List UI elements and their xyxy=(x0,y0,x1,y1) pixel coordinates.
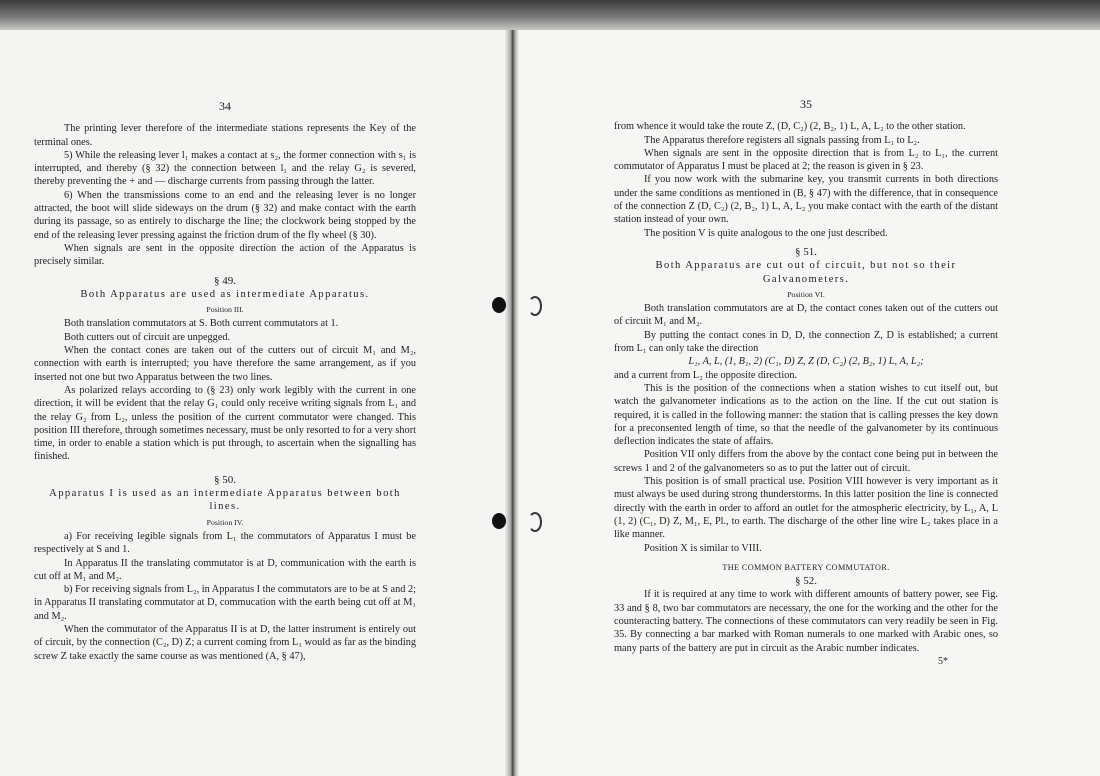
binding-clip-lower xyxy=(528,512,542,532)
section-50-heading: Apparatus I is used as an intermediate Apparatus between both lines. xyxy=(49,488,401,513)
binding-hole-lower xyxy=(492,513,506,529)
paragraph: a) For receiving legible signals from L₁ the commutators of Apparatus I must be respectively at S and 1. xyxy=(34,530,416,556)
binding-clip-upper xyxy=(528,296,542,316)
binding-hole-upper xyxy=(492,297,506,313)
paragraph: In Apparatus II the translating commutator is at D, communication with the earth is cut off at M₁ and M₂. xyxy=(34,557,416,582)
signature-mark: 5* xyxy=(938,655,948,667)
paragraph: b) For receiving signals from L₂, in Apparatus I the commutators are to be at S and 2; in Apparatus II translating commutator at D, commucation with the earth being cut off at M₁ and M₂. xyxy=(34,584,416,622)
paragraph: Both translation commutators at S. Both current commutators at 1. xyxy=(64,318,339,330)
page-number-right: 35 xyxy=(800,97,812,111)
section-52-caption: THE COMMON BATTERY COMMUTATOR. xyxy=(722,562,890,572)
paragraph: By putting the contact cones in D, D, the connection Z, D is established; a current from L₁ can only take the direction xyxy=(614,329,998,355)
left-page-text xyxy=(34,100,416,663)
page-number-left: 34 xyxy=(219,99,231,113)
left-page xyxy=(0,30,512,776)
paragraph: The printing lever therefore of the intermediate stations represents the Key of the terminal ones. xyxy=(34,123,416,148)
paragraph: Both cutters out of circuit are unpegged. xyxy=(64,331,231,343)
paragraph: When the commutator of the Apparatus II is at D, the latter instrument is entirely out of circuit, by the connection (C₂, D) Z; a current coming from L₁ would as far as the binding screw Z take exactly the same course as was mentioned (A, § 47), xyxy=(34,623,416,662)
paragraph: If it is required at any time to work with different amounts of battery power, see Fig. 33 and § 8, two bar commutators are necessary, the one for the working and the other for the counteracting battery. The connections of these commutators can very readily be seen in Fig. 35. By connecting a bar marked with Roman numerals to one marked with Arabic ones, so many parts of the battery are put in circuit as the Arabic number indicates. xyxy=(614,589,998,654)
right-page-text xyxy=(614,98,998,668)
paragraph: 5) While the releasing lever l₁ makes a contact at s₂, the former connection with s₁ is interrupted, and thereby (§ 32) the connection between l₁ and the relay G₂ is severed, thereby preventing the + and — discharge currents from passing through the latter. xyxy=(34,149,416,188)
paragraph: When the contact cones are taken out of the cutters out of circuit M₁ and M₂, connection with earth is interrupted; you have therefore the same arrangement, as if you inserted not one but two Apparatus between the two lines. xyxy=(34,345,416,383)
paragraph: This is the position of the connections when a station wishes to cut itself out, but watch the galvanometer indications as to the action on the line. If the cut out station is required, it is called in the following manner: the station that is calling presses the key down for a preconsented length of time, so that the needle of the galvanometer by its continuous deflection indicates the state of affairs. xyxy=(614,382,998,448)
paragraph: When signals are sent in the opposite direction the action of the Apparatus is precisely similar. xyxy=(34,242,416,268)
paragraph: and a current from L₂ the opposite direction. xyxy=(614,369,798,381)
paragraph: This position is of small practical use. Position VIII however is very important as it must always be used during strong thunderstorms. In this latter position the line is connected directly with the earth in order to afford an outlet for the atmospheric electricity, by L₁, A, L (1, 2) (C₁, D) Z, M₁, E, Pl., to earth. The discharge of the other line wire L₂ takes place in a like manner. xyxy=(614,476,998,541)
section-52-number: § 52. xyxy=(795,575,817,588)
paragraph: As polarized relays according to (§ 23) only work legibly with the current in one direction, it will be evident that the relay G₁ could only receive writing signals from L₁ and the relay G₂ from L₂, unless the position of the current commutator were changed. This position III therefore, through sometimes necessary, must be only resorted to for a very short time, in order to enable a station which is put through, to ascertain when the signalling has finished. xyxy=(34,384,416,463)
section-50-number: § 50. xyxy=(214,473,236,486)
section-49-heading: Both Apparatus are used as intermediate Apparatus. xyxy=(80,288,370,300)
paragraph: If you now work with the submarine key, you transmit currents in both directions under the same conditions as mentioned in (B, § 47) with the difference, that in consequence of the connection Z (D, C₂) (2, B₂, 1) L, A, L₂ you make contact with the earth of the distant station instead of your own. xyxy=(614,174,998,226)
paragraph: Position VII only differs from the above by the contact cone being put in between the screws 1 and 2 of the galvanometers so as to put the latter out of circuit. xyxy=(614,449,998,474)
book-spine-shadow xyxy=(505,30,519,776)
section-51-number: § 51. xyxy=(795,245,817,258)
section-49-position: Position III. xyxy=(206,305,244,315)
section-50-position: Position IV. xyxy=(206,517,244,527)
paragraph: Position X is similar to VIII. xyxy=(644,542,762,554)
paragraph: from whence it would take the route Z, (D, C₂) (2, B₂, 1) L, A, L₂ to the other station. xyxy=(614,121,966,133)
paragraph: The Apparatus therefore registers all signals passing from L₁ to L₂. xyxy=(644,134,920,146)
paragraph: When signals are sent in the opposite direction that is from L₂ to L₁, the current commutator of Apparatus I must be placed at 2; the reason is given in § 23. xyxy=(614,147,998,173)
paragraph: The position V is quite analogous to the one just described. xyxy=(644,227,888,239)
section-49-number: § 49. xyxy=(214,274,236,287)
right-page xyxy=(512,30,1100,776)
circuit-formula: L₁, A, L, (1, B₁, 2) (C₁, D) Z, Z (D, C₂) (2, B₂, 1) L, A, L₂; xyxy=(688,356,924,368)
section-51-heading: Both Apparatus are cut out of circuit, but not so their Galvanometers. xyxy=(655,260,957,285)
paragraph: Both translation commutators are at D, the contact cones taken out of the cutters out of circuit M₁ and M₂. xyxy=(614,303,998,328)
paragraph: 6) When the transmissions come to an end and the releasing lever is no longer attracted, the boot will slide sideways on the drum (§ 32) and make contact with the earth during its passage, so as entirely to discharge the line; the clockwork being stopped by the end of the releasing lever pressing against the friction drum of the fly wheel (§ 30). xyxy=(34,189,416,241)
section-51-position: Position VI. xyxy=(787,289,825,299)
